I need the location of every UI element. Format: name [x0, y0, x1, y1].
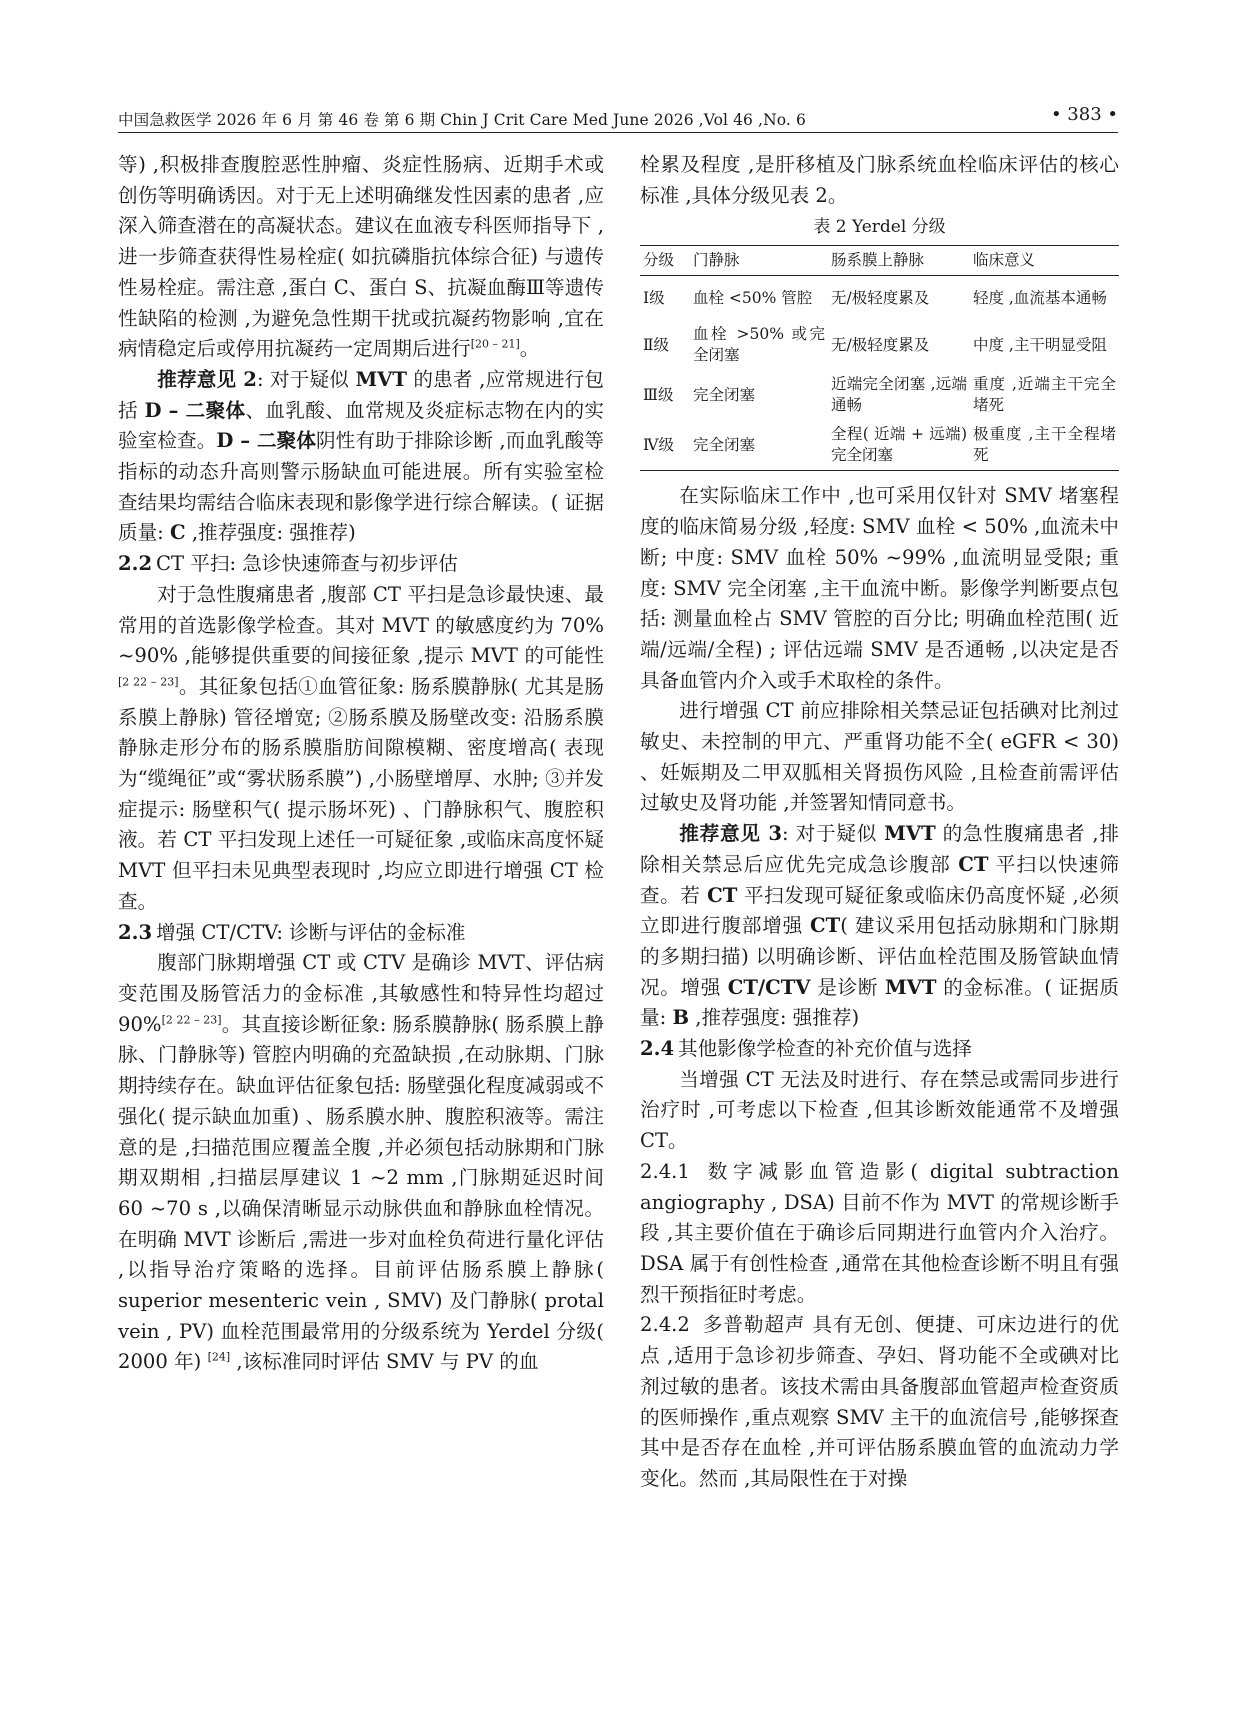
paragraph-ct-plain-scan: 对于急性腹痛患者 ,腹部 CT 平扫是急诊最快速、最常用的首选影像学检查。其对 MVT 的敏感度约为 70% ~90% ,能够提供重要的间接征象 ,提示 MVT 的可能性[2 22 – 23]。其征象包括①血管征象: 肠系膜静脉( 尤其是肠系膜上静脉) 管径增宽; ②肠系膜及肠壁改变: 沿肠系膜静脉走形分布的肠系膜脂肪间隙模糊、密度增高( 表现为“缆绳征”或“雾状肠系膜”) ,小肠壁增厚、水肿; ③并发症提示: 肠壁积气( 提示肠坏死) 、门静脉积气、腹腔积液。若 CT 平扫发现上述任一可疑征象 ,或临床高度怀疑 MVT 但平扫未见典型表现时 ,均应立即进行增强 CT 检查。 [118, 582, 604, 913]
table-cell: Ⅳ级 [643, 435, 674, 454]
paragraph-yerdel-intro: 栓累及程度 ,是肝移植及门脉系统血栓临床评估的核心标准 ,具体分级见表 2。 [640, 153, 1119, 207]
table-cell: 无/极轻度累及 [831, 335, 930, 354]
section-heading-2-2: 2.2 CT 平扫: 急诊快速筛查与初步评估 [118, 552, 458, 576]
table-row [640, 370, 1119, 420]
table-row [640, 420, 1119, 471]
left-column [118, 150, 604, 1378]
table-cell: 全程( 近端 + 远端) 完全闭塞 [831, 425, 967, 465]
paragraph-thrombophilia-screening: 等) ,积极排查腹腔恶性肿瘤、炎症性肠病、近期手术或创伤等明确诱因。对于无上述明确继发性因素的患者 ,应深入筛查潜在的高凝状态。建议在血液专科医师指导下 ,进一步筛查获得性易栓症( 如抗磷脂抗体综合征) 与遗传性易栓症。需注意 ,蛋白 C、蛋白 S、抗凝血酶Ⅲ等遗传性缺陷的检测 ,为避免急性期干扰或抗凝药物影响 ,宜在病情稳定后或停用抗凝药一定周期后进行[20 – 21]。 [118, 153, 604, 361]
yerdel-table [640, 245, 1119, 471]
paragraph-smv-grading: 在实际临床工作中 ,也可采用仅针对 SMV 堵塞程度的临床简易分级 ,轻度: SMV 血栓 < 50% ,血流未中断; 中度: SMV 血栓 50% ~99% ,血流明显受限; 重度: SMV 完全闭塞 ,主干血流中断。影像学判断要点包括: 测量血栓占 SMV 管腔的百分比; 明确血栓范围( 近端/远端/全程) ; 评估远端 SMV 是否通畅 ,以决定是否具备血管内介入或手术取栓的条件。 [640, 484, 1119, 692]
section-heading-2-3: 2.3 增强 CT/CTV: 诊断与评估的金标准 [118, 920, 466, 944]
right-column [640, 150, 1119, 1495]
journal-citation: 中国急救医学 2026 年 6 月 第 46 卷 第 6 期 Chin J Crit Care Med June 2026 ,Vol 46 ,No. 6 [118, 111, 806, 129]
table-cell: 无/极轻度累及 [831, 288, 930, 307]
table-cell: Ⅰ级 [643, 288, 665, 307]
table-cell: 完全闭塞 [693, 435, 756, 454]
table-cell: 极重度 ,主干全程堵死 [973, 425, 1116, 465]
table-cell: 重度 ,近端主干完全堵死 [973, 375, 1116, 415]
citation-ref: [20 – 21] [470, 337, 520, 351]
table-cell: 中度 ,主干明显受阻 [973, 335, 1107, 354]
table-row [640, 320, 1119, 370]
citation-ref: [24] [207, 1350, 231, 1364]
table-cell: 轻度 ,血流基本通畅 [973, 288, 1107, 307]
paragraph-enhanced-ct: 腹部门脉期增强 CT 或 CTV 是确诊 MVT、评估病变范围及肠管活力的金标准 ,其敏感性和特异性均超过 90%[2 22 – 23]。其直接诊断征象: 肠系膜静脉( 肠系膜上静脉、门静脉等) 管腔内明确的充盈缺损 ,在动脉期、门脉期持续存在。缺血评估征象包括: 肠壁强化程度减弱或不强化( 提示缺血加重) 、肠系膜水肿、腹腔积液等。需注意的是 ,扫描范围应覆盖全腹 ,并必须包括动脉期和门脉期双期相 ,扫描层厚建议 1 ~2 mm ,门脉期延迟时间 60 ~70 s ,以确保清晰显示动脉供血和静脉血栓情况。在明确 MVT 诊断后 ,需进一步对血栓负荷进行量化评估 ,以指导治疗策略的选择。目前评估肠系膜上静脉( superior mesenteric vein , SMV) 及门静脉( protal vein , PV) 血栓范围最常用的分级系统为 Yerdel 分级( 2000 年) [24] ,该标准同时评估 SMV 与 PV 的血 [118, 951, 604, 1374]
table-header-row [640, 246, 1119, 276]
table-cell: Ⅲ级 [643, 385, 674, 404]
table-caption: 表 2 Yerdel 分级 [813, 217, 946, 238]
table-header-cell: 分级 [640, 246, 690, 276]
paragraph-contraindications: 进行增强 CT 前应排除相关禁忌证包括碘对比剂过敏史、未控制的甲亢、严重肾功能不全( eGFR < 30) 、妊娠期及二甲双胍相关肾损伤风险 ,且检查前需评估过敏史及肾功能 ,并签署知情同意书。 [640, 699, 1119, 815]
table-cell: 血栓 <50% 管腔 [693, 288, 813, 307]
table-header-cell: 门静脉 [690, 246, 828, 276]
subsection-2-4-1-dsa: 2.4.1 数字减影血管造影( digital subtraction angiography , DSA) 目前不作为 MVT 的常规诊断手段 ,其主要价值在于确诊后同期进行血管内介入治疗。DSA 属于有创性检查 ,通常在其他检查诊断不明且有强烈干预指征时考虑。 [640, 1159, 1119, 1306]
running-header [118, 104, 1118, 133]
subsection-2-4-2-doppler: 2.4.2 多普勒超声 具有无创、便捷、可床边进行的优点 ,适用于急诊初步筛查、孕妇、肾功能不全或碘对比剂过敏的患者。该技术需由具备腹部血管超声检查资质的医师操作 ,重点观察 SMV 主干的血流信号 ,能够探查其中是否存在血栓 ,并可评估肠系膜血管的血流动力学变化。然而 ,其局限性在于对操 [640, 1313, 1119, 1490]
table-cell: Ⅱ级 [643, 335, 670, 354]
table-cell: 近端完全闭塞 ,远端通畅 [831, 375, 967, 415]
section-heading-2-4: 2.4 其他影像学检查的补充价值与选择 [640, 1037, 972, 1061]
recommendation-3: 推荐意见 3: 对于疑似 MVT 的急性腹痛患者 ,排除相关禁忌后应优先完成急诊腹部 CT 平扫以快速筛查。若 CT 平扫发现可疑征象或临床仍高度怀疑 ,必须立即进行腹部增强 CT( 建议采用包括动脉期和门脉期的多期扫描) 以明确诊断、评估血栓范围及肠管缺血情况。增强 CT/CTV 是诊断 MVT 的金标准。( 证据质量: B ,推荐强度: 强推荐) [640, 822, 1120, 1030]
table-cell: 完全闭塞 [693, 385, 756, 404]
table-cell: 血栓 >50% 或完全闭塞 [693, 325, 825, 365]
page-number: • 383 • [1050, 104, 1118, 125]
citation-ref: [2 22 – 23] [118, 675, 179, 689]
table-header-cell: 临床意义 [970, 246, 1119, 276]
table-header-cell: 肠系膜上静脉 [828, 246, 970, 276]
citation-ref: [2 22 – 23] [161, 1013, 222, 1027]
recommendation-2: 推荐意见 2: 对于疑似 MVT 的患者 ,应常规进行包括 D – 二聚体、血乳酸、血常规及炎症标志物在内的实验室检查。D – 二聚体阴性有助于排除诊断 ,而血乳酸等指标的动态升高则警示肠缺血可能进展。所有实验室检查结果均需结合临床表现和影像学进行综合解读。( 证据质量: C ,推荐强度: 强推荐) [118, 367, 604, 545]
table-row [640, 276, 1119, 321]
paragraph-other-imaging: 当增强 CT 无法及时进行、存在禁忌或需同步进行治疗时 ,可考虑以下检查 ,但其诊断效能通常不及增强 CT。 [640, 1067, 1119, 1153]
